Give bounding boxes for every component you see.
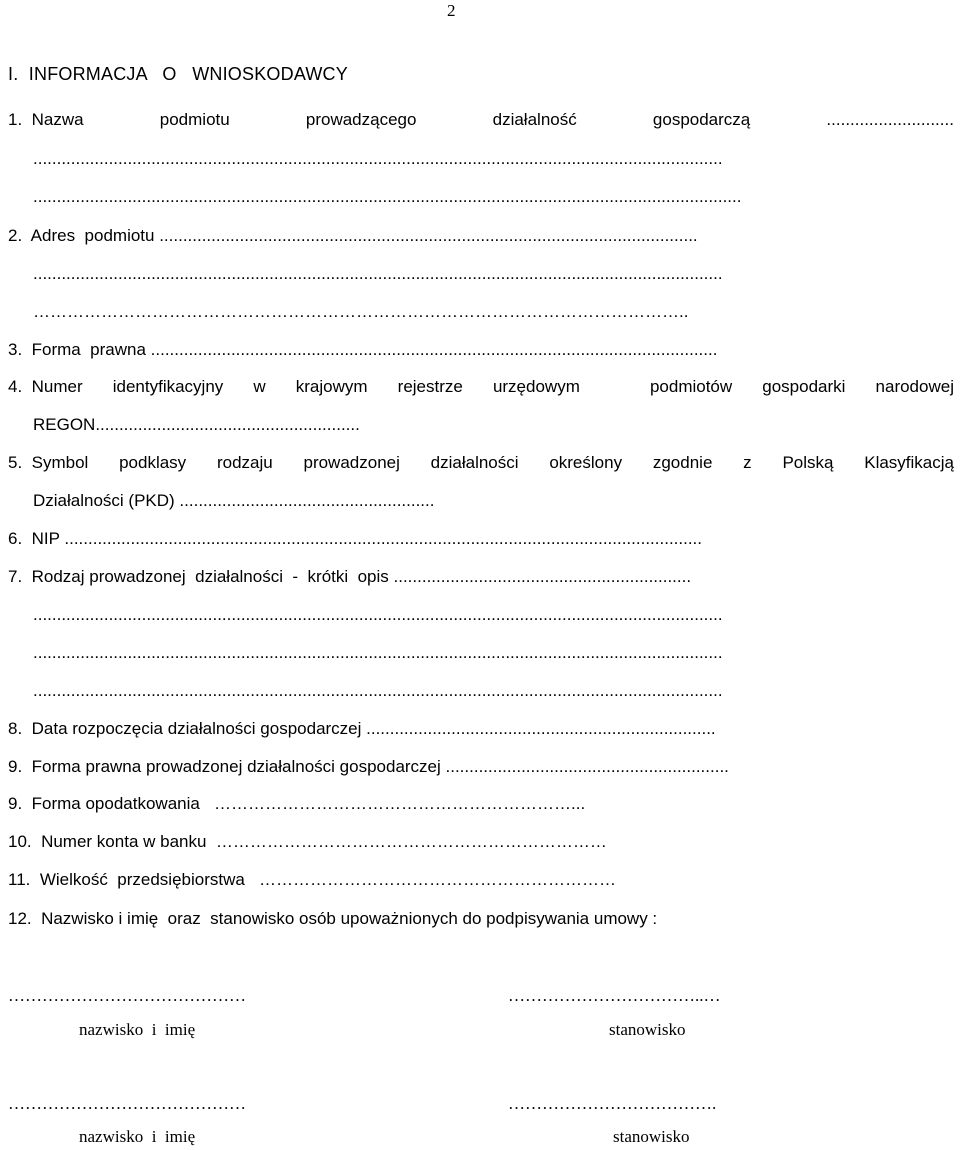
item-4-word: podmiotów <box>649 377 733 396</box>
item-2-fill-line[interactable]: .................................................................................................................................................. <box>33 264 723 283</box>
item-11-company-size-line[interactable]: 11. Wielkość przedsiębiorstwa ……………………………………………………… <box>8 870 616 889</box>
item-4-word: narodowej <box>875 377 954 396</box>
item-7-fill-line[interactable]: .................................................................................................................................................. <box>33 643 723 662</box>
item-6-nip-line[interactable]: 6. NIP ....................................................................................................................................... <box>8 529 703 548</box>
item-3-legal-form-line[interactable]: 3. Forma prawna ........................................................................................................................ <box>8 340 718 359</box>
signature-name-label: nazwisko i imię <box>79 1127 196 1146</box>
item-5-word: prowadzonej <box>303 453 400 472</box>
item-5-word: zgodnie <box>652 453 713 472</box>
item-1-word: prowadzącego <box>305 110 417 129</box>
item-4-regon-row <box>8 377 954 397</box>
item-9-taxation-line[interactable]: 9. Forma opodatkowania ………………………………………………………... <box>8 794 586 813</box>
item-5-word: rodzaju <box>216 453 273 472</box>
item-5-word: Polską <box>782 453 834 472</box>
item-4-regon-fill[interactable]: REGON........................................................ <box>33 415 360 434</box>
item-4-word: rejestrze <box>397 377 463 396</box>
item-4-word: identyfikacyjny <box>112 377 224 396</box>
item-1-word: 1. Nazwa <box>8 110 84 129</box>
item-4-word: urzędowym <box>492 377 580 396</box>
item-10-bank-account-line[interactable]: 10. Numer konta w banku …………………………………………………………… <box>8 832 607 851</box>
signature-name-fill[interactable]: …………………………………… <box>8 1094 246 1113</box>
section-heading: I. INFORMACJA O WNIOSKODAWCY <box>8 64 348 84</box>
item-5-word: Klasyfikacją <box>864 453 954 472</box>
item-8-start-date-line[interactable]: 8. Data rozpoczęcia działalności gospodarczej .......................................................................... <box>8 719 716 738</box>
item-5-pkd-row <box>8 453 954 473</box>
item-12-authorized-persons-line: 12. Nazwisko i imię oraz stanowisko osób upoważnionych do podpisywania umowy : <box>8 909 658 928</box>
item-7-fill-line[interactable]: .................................................................................................................................................. <box>33 681 723 700</box>
signature-position-label: stanowisko <box>609 1020 686 1039</box>
item-7-activity-line[interactable]: 7. Rodzaj prowadzonej działalności - krótki opis ............................................................... <box>8 567 692 586</box>
signature-position-label: stanowisko <box>613 1127 690 1146</box>
item-1-word: gospodarczą <box>652 110 751 129</box>
item-1-word: działalność <box>492 110 577 129</box>
item-5-word: 5. Symbol <box>8 453 89 472</box>
signature-name-label: nazwisko i imię <box>79 1020 196 1039</box>
item-5-word: podklasy <box>119 453 187 472</box>
item-4-word: gospodarki <box>762 377 846 396</box>
item-7-fill-line[interactable]: .................................................................................................................................................. <box>33 605 723 624</box>
signature-position-fill[interactable]: ………………………………. <box>508 1094 717 1113</box>
item-5-word: określony <box>549 453 623 472</box>
item-2-address-line[interactable]: 2. Adres podmiotu .................................................................................................................. <box>8 226 698 245</box>
item-5-pkd-fill[interactable]: Działalności (PKD) ...................................................... <box>33 491 435 510</box>
item-5-word: działalności <box>430 453 519 472</box>
item-2-fill-line[interactable]: …………………………………………………………………………………………………….. <box>33 302 689 321</box>
signature-position-fill[interactable]: ……………………………..… <box>508 986 721 1005</box>
item-1-word: podmiotu <box>159 110 230 129</box>
item-1-fill-line[interactable]: .................................................................................................................................................. <box>33 149 723 168</box>
item-4-word: 4. Numer <box>8 377 83 396</box>
page-number: 2 <box>447 1 456 20</box>
item-5-word: z <box>743 453 752 472</box>
item-1-entity-name-row <box>8 110 954 130</box>
signature-name-fill[interactable]: …………………………………… <box>8 986 246 1005</box>
item-4-word: krajowym <box>295 377 368 396</box>
item-4-word: w <box>253 377 266 396</box>
item-1-fill-dots[interactable]: ........................... <box>826 110 954 129</box>
item-9-legal-form-line[interactable]: 9. Forma prawna prowadzonej działalności gospodarczej ............................................................ <box>8 757 729 776</box>
item-1-fill-line[interactable]: ...................................................................................................................................................... <box>33 187 742 206</box>
